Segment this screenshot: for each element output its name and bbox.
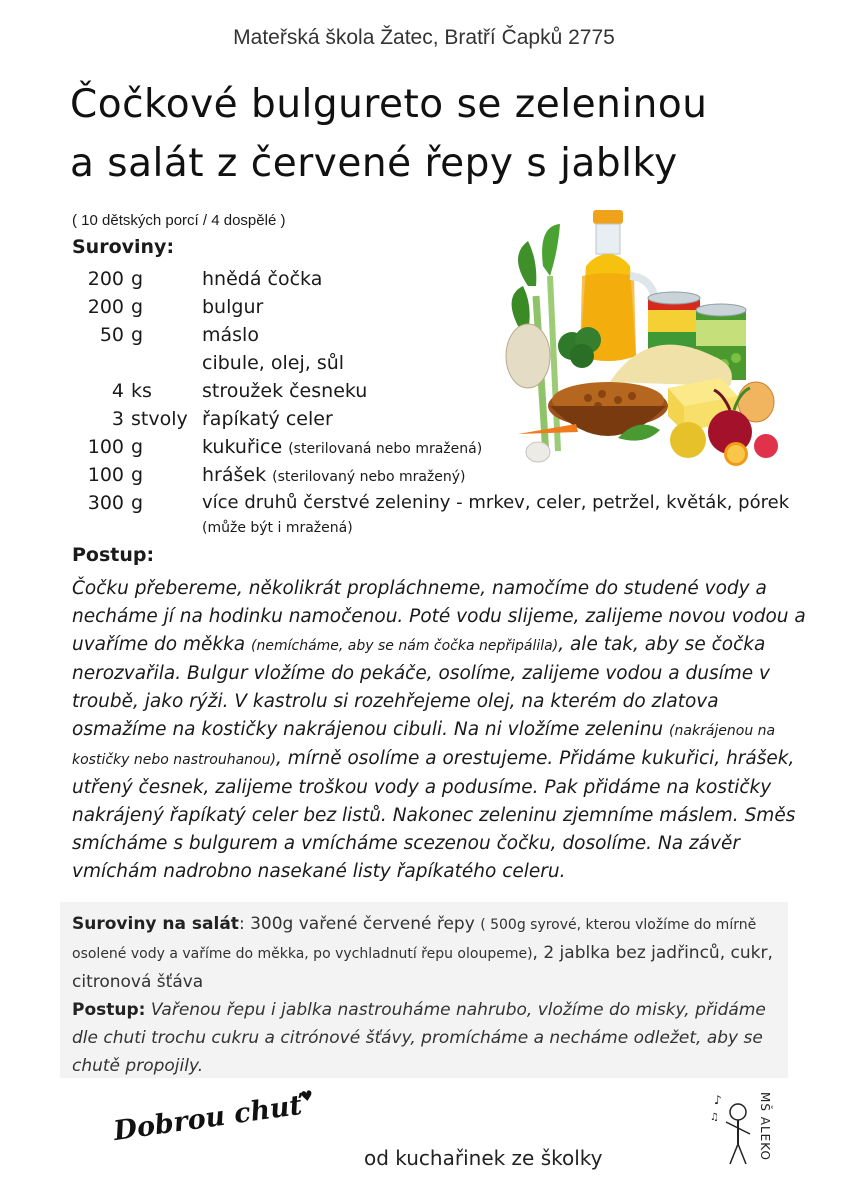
ingredient-note: (může být i mražená) — [202, 520, 353, 536]
salad-ingredients-label: Suroviny na salát — [72, 914, 239, 934]
garlic-icon — [526, 442, 550, 462]
ingredient-qty: 200 — [87, 268, 124, 290]
ingredient-unit: g — [131, 296, 144, 318]
ingredient-unit: stvoly — [131, 408, 188, 430]
ingredient-qty: 3 — [111, 408, 124, 430]
ingredient-name: hnědá čočka — [202, 268, 323, 290]
svg-text:♫: ♫ — [710, 1112, 719, 1123]
salad-method-text: Vařenou řepu i jablka nastrouháme nahrubo, vložíme do misky, přidáme dle chuti trochu cukru a citrónové šťávy, promícháme a necháme odležet, aby se chutě propojily. — [72, 1000, 766, 1076]
ingredient-qty: 100 — [87, 464, 124, 486]
ingredient-unit: g — [131, 464, 144, 486]
svg-text:♪: ♪ — [714, 1093, 722, 1107]
school-mascot-logo — [708, 1090, 760, 1170]
salad-ingredients-note: ( 500g syrové, kterou vložíme do mírně osolené vody a vaříme do měkka, po vychladnutí řepu oloupeme) — [72, 917, 757, 962]
ingredient-name: bulgur — [202, 296, 264, 318]
salad-section — [72, 910, 792, 1080]
ingredient-name: cibule, olej, sůl — [202, 352, 345, 374]
ingredient-note: (sterilovaná nebo mražená) — [288, 441, 483, 457]
ingredient-name-with-note — [202, 436, 482, 458]
salad-method — [72, 996, 792, 1080]
broccoli-icon — [558, 327, 601, 368]
celeriac-icon — [506, 324, 550, 388]
salad-ingredients-text-2: , 2 jablka bez jadřinců, cukr, citronová šťáva — [72, 943, 773, 992]
heart-icon: ♥ — [299, 1088, 315, 1106]
ingredient-name: více druhů čerstvé zeleniny - mrkev, celer, petržel, květák, pórek — [202, 492, 790, 513]
school-logo-text: MŠ ALEKO — [758, 1092, 772, 1161]
ingredient-name-with-note — [202, 464, 466, 486]
ingredient-name: řapíkatý celer — [202, 408, 333, 430]
signoff-text — [112, 1088, 317, 1147]
ingredients-heading: Suroviny: — [72, 236, 175, 258]
lemon-slice-icon — [724, 442, 748, 466]
method-note-2: (nakrájenou na kostičky nebo nastrouhanou) — [72, 723, 776, 768]
ingredient-name: máslo — [202, 324, 259, 346]
footer-text: od kuchařinek ze školky — [364, 1146, 603, 1170]
apple-icon — [670, 422, 706, 458]
ingredient-qty: 50 — [99, 324, 124, 346]
ingredient-qty: 4 — [111, 380, 124, 402]
food-illustration — [498, 206, 788, 468]
salad-ingredients — [72, 910, 792, 996]
recipe-title-line-1: Čočkové bulgureto se zeleninou — [70, 82, 708, 127]
ingredient-unit: g — [131, 436, 144, 458]
signoff-label: Dobrou chuť — [111, 1089, 304, 1147]
carrot-icon — [518, 424, 578, 434]
ingredient-name: stroužek česneku — [202, 380, 368, 402]
portions-note: ( 10 dětských porcí / 4 dospělé ) — [72, 212, 286, 229]
radish-icon — [754, 434, 778, 458]
recipe-title-line-2: a salát z červené řepy s jablky — [70, 141, 678, 186]
ingredient-qty: 300 — [87, 492, 124, 514]
method-heading: Postup: — [72, 544, 155, 566]
ingredient-name: hrášek — [202, 464, 267, 486]
ingredient-unit: ks — [131, 380, 152, 402]
method-part-3: , mírně osolíme a orestujeme. Přidáme kukuřici, hrášek, utřený česnek, zalijeme troškou vody a podusíme. Pak přidáme na kostičky nakrájený řapíkatý celer bez listů. Nakonec zeleninu zjemníme máslem. Směs smícháme s bulgurem a vmícháme scezenou čočku, dosolíme. Na závěr vmíchám nadrobno nasekané listy řapíkatého celeru. — [72, 748, 796, 882]
ingredient-note: (sterilovaný nebo mražený) — [272, 469, 466, 485]
method-part-2: , ale tak, aby se čočka nerozvařila. Bulgur vložíme do pekáče, osolíme, zalijeme vodou a dusíme v troubě, jako rýži. V kastrolu si rozehřejeme olej, na kterém do zlatova osmažíme na kostičky nakrájenou cibuli. Na ni vložíme zeleninu — [72, 634, 770, 740]
ingredient-unit: g — [131, 324, 144, 346]
method-note-1: (nemícháme, aby se nám čočka nepřipálila) — [251, 638, 559, 654]
ingredient-unit: g — [131, 492, 144, 514]
salad-ingredients-text: : 300g vařené červené řepy — [238, 914, 481, 934]
ingredient-qty: 200 — [87, 296, 124, 318]
salad-method-label: Postup: — [72, 1000, 146, 1020]
school-header: Mateřská škola Žatec, Bratří Čapků 2775 — [233, 26, 615, 49]
ingredient-name: kukuřice — [202, 436, 283, 458]
method-part-1: Čočku přebereme, několikrát propláchneme, namočíme do studené vody a necháme jí na hodinku namočenou. Poté vodu slijeme, zalijeme novou vodou a uvaříme do měkka — [72, 578, 806, 655]
ingredient-qty: 100 — [87, 436, 124, 458]
method-text — [72, 575, 812, 886]
ingredient-unit: g — [131, 268, 144, 290]
